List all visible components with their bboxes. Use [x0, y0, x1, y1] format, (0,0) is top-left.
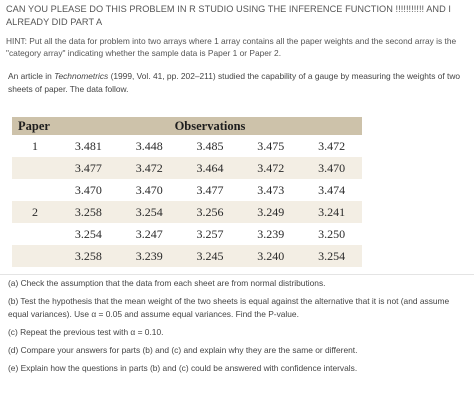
- header-observations: Observations: [58, 117, 362, 135]
- part-c: (c) Repeat the previous test with α = 0.10.: [8, 327, 164, 337]
- value-cell: 3.257: [180, 223, 241, 245]
- paper-cell: [12, 157, 58, 179]
- table-row: [12, 157, 362, 179]
- data-table: [12, 117, 362, 267]
- value-cell: 3.481: [58, 135, 119, 157]
- paper-cell: [12, 245, 58, 267]
- problem-card: [0, 67, 474, 408]
- question-header: [6, 3, 468, 59]
- journal-name: Technometrics: [54, 71, 109, 81]
- value-cell: 3.249: [240, 201, 301, 223]
- hint-text: HINT: Put all the data for problem into two arrays where 1 array contains all the paper weights and the second array is the "category array" indicating whether the sample data is Paper 1 or Paper 2.: [6, 36, 457, 58]
- intro-prefix: An article in: [8, 71, 55, 81]
- value-cell: 3.472: [240, 157, 301, 179]
- question-title: CAN YOU PLEASE DO THIS PROBLEM IN R STUDIO USING THE INFERENCE FUNCTION !!!!!!!!!!! AND I ALREADY DID PART A: [6, 4, 452, 27]
- intro-suffix: (1999, Vol. 41, pp. 202–211) studied the capability of a gauge by measuring the weights of two sheets of paper. The data follow.: [8, 71, 461, 94]
- header-paper: Paper: [12, 117, 58, 135]
- value-cell: 3.474: [301, 179, 362, 201]
- data-table-container: [12, 117, 362, 267]
- problem-parts: [8, 277, 468, 380]
- value-cell: 3.470: [58, 179, 119, 201]
- value-cell: 3.470: [301, 157, 362, 179]
- value-cell: 3.472: [301, 135, 362, 157]
- value-cell: 3.472: [119, 157, 180, 179]
- value-cell: 3.240: [240, 245, 301, 267]
- value-cell: 3.254: [58, 223, 119, 245]
- paper-cell: [12, 179, 58, 201]
- table-row: [12, 135, 362, 157]
- paper-cell: [12, 223, 58, 245]
- table-row: [12, 245, 362, 267]
- value-cell: 3.241: [301, 201, 362, 223]
- part-e: (e) Explain how the questions in parts (b) and (c) could be answered with confidence intervals.: [8, 363, 358, 373]
- table-row: [12, 201, 362, 223]
- value-cell: 3.475: [240, 135, 301, 157]
- value-cell: 3.254: [119, 201, 180, 223]
- value-cell: 3.254: [301, 245, 362, 267]
- value-cell: 3.239: [240, 223, 301, 245]
- value-cell: 3.477: [58, 157, 119, 179]
- value-cell: 3.448: [119, 135, 180, 157]
- part-b: (b) Test the hypothesis that the mean weight of the two sheets is equal against the alternative that it is not (and assume equal variances). Use α = 0.05 and assume equal variances. Find the P-value.: [8, 296, 450, 319]
- problem-intro: [8, 70, 466, 96]
- value-cell: 3.247: [119, 223, 180, 245]
- value-cell: 3.258: [58, 201, 119, 223]
- value-cell: 3.250: [301, 223, 362, 245]
- value-cell: 3.464: [180, 157, 241, 179]
- value-cell: 3.473: [240, 179, 301, 201]
- part-a: (a) Check the assumption that the data from each sheet are from normal distributions.: [8, 278, 326, 288]
- table-row: [12, 179, 362, 201]
- paper-cell: 2: [12, 201, 58, 223]
- paper-cell: 1: [12, 135, 58, 157]
- value-cell: 3.470: [119, 179, 180, 201]
- value-cell: 3.245: [180, 245, 241, 267]
- value-cell: 3.256: [180, 201, 241, 223]
- value-cell: 3.239: [119, 245, 180, 267]
- value-cell: 3.477: [180, 179, 241, 201]
- table-row: [12, 223, 362, 245]
- section-divider: [0, 274, 474, 275]
- table-header-row: [12, 117, 362, 135]
- part-d: (d) Compare your answers for parts (b) and (c) and explain why they are the same or different.: [8, 345, 358, 355]
- value-cell: 3.258: [58, 245, 119, 267]
- value-cell: 3.485: [180, 135, 241, 157]
